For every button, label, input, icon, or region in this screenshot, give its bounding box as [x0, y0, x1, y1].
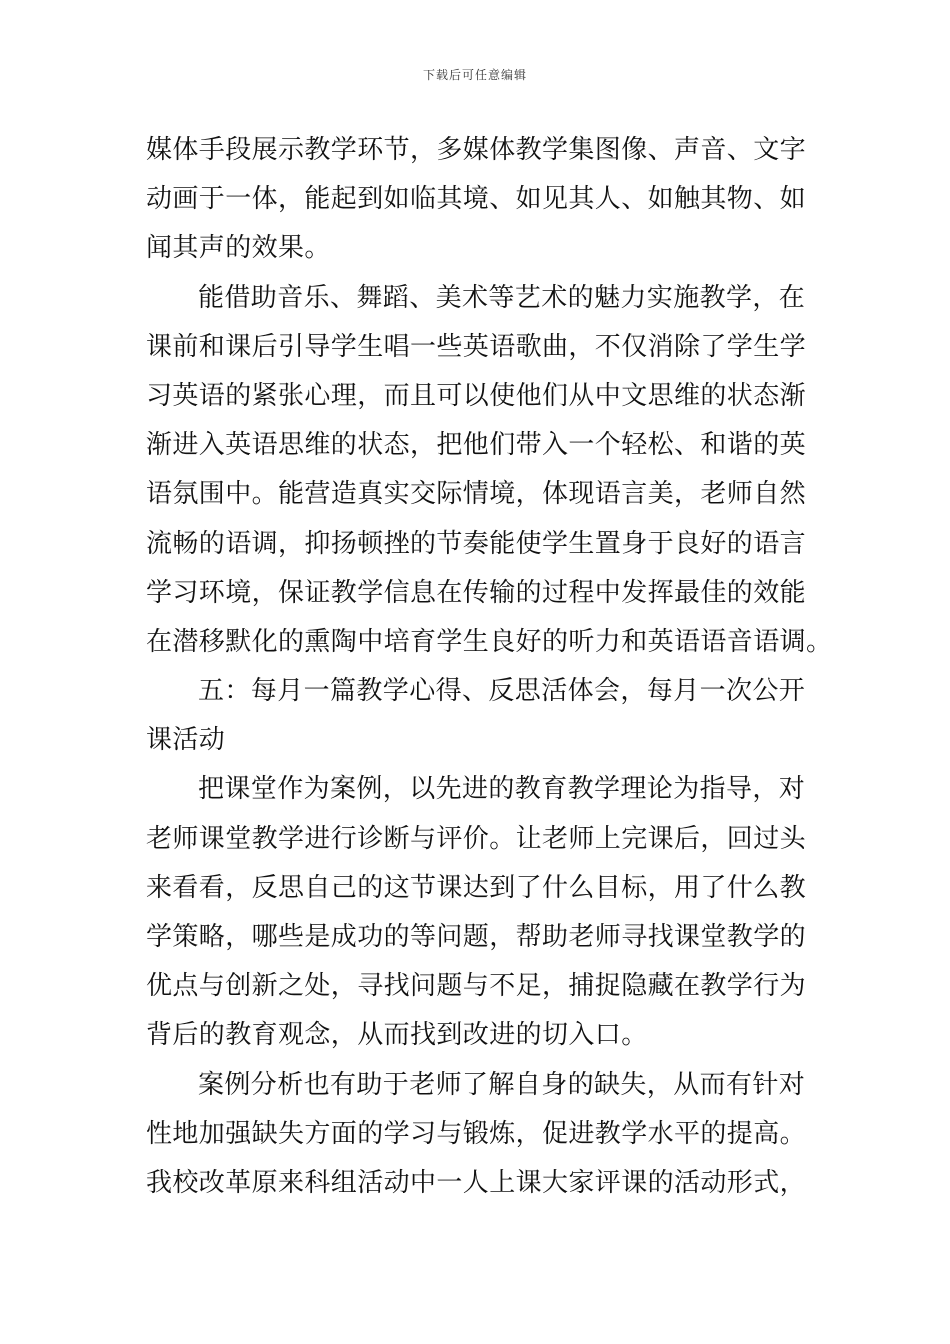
header-note: 下载后可任意编辑: [422, 68, 527, 82]
text-line: 渐进入英语思维的状态，把他们带入一个轻松、和谐的英: [146, 430, 807, 461]
text-line: 动画于一体，能起到如临其境、如见其人、如触其物、如: [146, 184, 807, 215]
paragraph-start-line: 把课堂作为案例，以先进的教育教学理论为指导，对: [198, 774, 806, 805]
paragraph-start-line: 案例分析也有助于老师了解自身的缺失，从而有针对: [198, 1069, 806, 1100]
text-line: 语氛围中。能营造真实交际情境，体现语言美，老师自然: [146, 479, 807, 510]
text-line: 课前和课后引导学生唱一些英语歌曲，不仅消除了学生学: [146, 331, 807, 362]
text-line: 性地加强缺失方面的学习与锻炼，促进教学水平的提高。: [146, 1118, 807, 1149]
text-line: 老师课堂教学进行诊断与评价。让老师上完课后，回过头: [146, 823, 807, 854]
text-line: 我校改革原来科组活动中一人上课大家评课的活动形式，: [146, 1167, 807, 1198]
text-line: 在潜移默化的熏陶中培育学生良好的听力和英语语音语调。: [146, 626, 833, 657]
text-line: 学策略，哪些是成功的等问题，帮助老师寻找课堂教学的: [146, 922, 807, 952]
text-line: 流畅的语调，抑扬顿挫的节奏能使学生置身于良好的语言: [146, 528, 807, 559]
text-line: 媒体手段展示教学环节，多媒体教学集图像、声音、文字: [146, 135, 807, 165]
text-line: 背后的教育观念，从而找到改进的切入口。: [146, 1020, 648, 1051]
text-line: 来看看，反思自己的这节课达到了什么目标，用了什么教: [146, 872, 807, 903]
document-body: [146, 126, 833, 1208]
text-line: 闻其声的效果。: [146, 233, 331, 264]
text-line: 优点与创新之处，寻找问题与不足，捕捉隐藏在教学行为: [146, 971, 807, 1002]
text-line: 习英语的紧张心理，而且可以使他们从中文思维的状态渐: [146, 380, 807, 411]
paragraph-start-line: 能借助音乐、舞蹈、美术等艺术的魅力实施教学，在: [198, 282, 806, 313]
section-heading-line: 五：每月一篇教学心得、反思活体会，每月一次公开: [198, 676, 806, 707]
text-line: 学习环境，保证教学信息在传输的过程中发挥最佳的效能: [146, 577, 807, 608]
section-heading-line: 课活动: [146, 725, 226, 756]
